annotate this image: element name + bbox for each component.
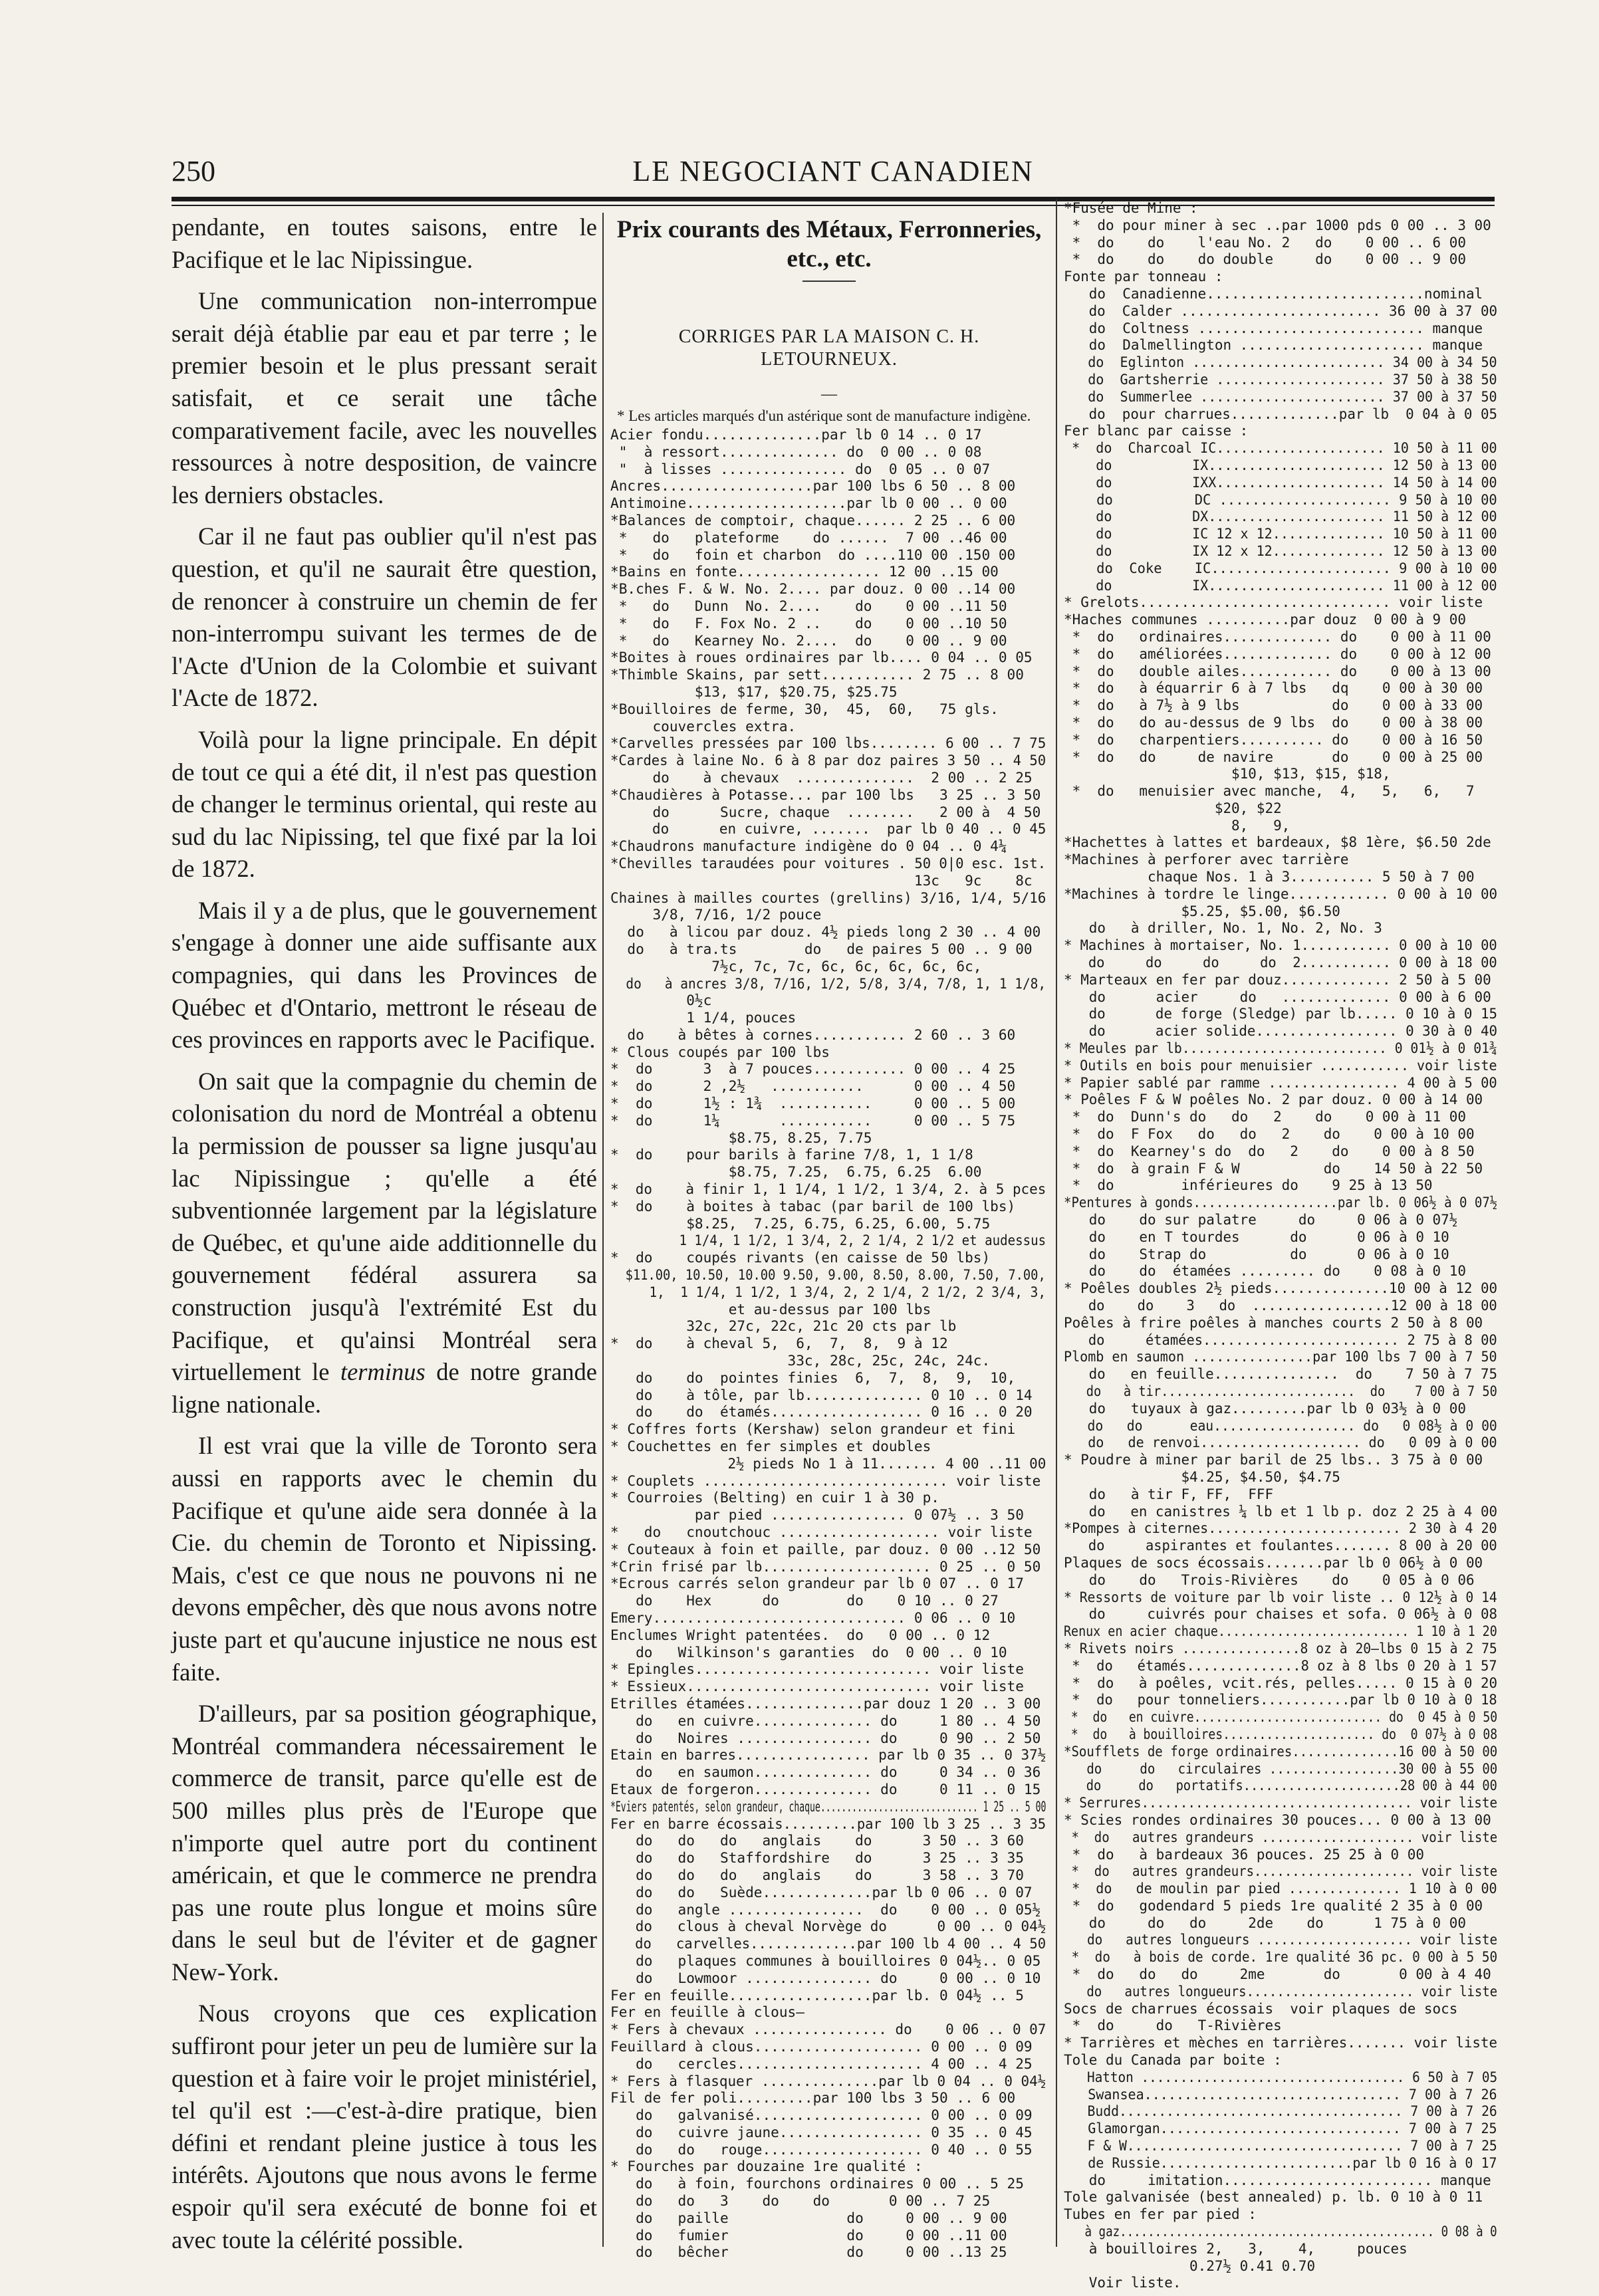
price-line: * Scies rondes ordinaires 30 pouces... 0 00 à 13 00 bbox=[1064, 1811, 1491, 1828]
price-line: do bêcher do 0 00 ..13 25 bbox=[610, 2243, 1007, 2261]
price-line: do DX...................... 11 50 à 12 00 bbox=[1064, 508, 1497, 525]
price-line: *Machines à perforer avec tarrière bbox=[1064, 851, 1349, 868]
price-line: do Coltness ........................... manque bbox=[1064, 319, 1483, 336]
price-line: do do eau.................. do 0 08½ à 0 00 bbox=[1064, 1417, 1497, 1434]
price-line: * Meules par lb.......................... 0 01½ à 0 01¾ bbox=[1064, 1040, 1497, 1057]
price-line: " à ressort.............. do 0 00 .. 0 08 bbox=[610, 443, 982, 460]
price-line: do do do 2de do 1 75 à 0 00 bbox=[1064, 1914, 1466, 1931]
price-line: do en canistres ¼ lb et 1 lb p. doz 2 25 à 4 00 bbox=[1064, 1502, 1498, 1520]
price-line: * Rivets noirs ...............8 oz à 20—lbs 0 15 à 2 75 bbox=[1064, 1639, 1497, 1657]
price-line: Antimoine...................par lb 0 00 .. 0 00 bbox=[610, 495, 1007, 512]
price-line: Feuillard à clous.................... 0 00 .. 0 09 bbox=[610, 2037, 1033, 2055]
price-line: Enclumes Wright patentées. do 0 00 .. 0 12 bbox=[610, 1626, 991, 1643]
price-line: *Boites à roues ordinaires par lb.... 0 04 .. 0 05 bbox=[610, 649, 1033, 666]
price-line: do carvelles.............par 100 lb 4 00 .. 4 50 bbox=[610, 1935, 1046, 1952]
price-line: $8.75, 8.25, 7.75 bbox=[610, 1129, 872, 1146]
price-line: $10, $13, $15, $18, bbox=[1064, 765, 1391, 782]
price-line: Renux en acier chaque.......................... 1 10 à 1 20 bbox=[1064, 1623, 1497, 1640]
price-line: do do étamés.................. 0 16 .. 0 20 bbox=[610, 1403, 1033, 1421]
price-line: do à driller, No. 1, No. 2, No. 3 bbox=[1064, 919, 1382, 937]
price-line: do Calder ........................ 36 00 à 37 00 bbox=[1064, 302, 1498, 319]
price-line: * Fers à chevaux ................ do 0 06 .. 0 07 bbox=[610, 2021, 1046, 2038]
price-list-title: Prix courants des Métaux, Ferronneries, etc., etc. bbox=[616, 216, 1042, 273]
price-line: * Clous coupés par 100 lbs bbox=[610, 1043, 830, 1060]
price-line: $8.25, 7.25, 6.75, 6.25, 6.00, 5.75 bbox=[610, 1214, 991, 1232]
article-paragraph: pendante, en toutes saisons, entre le Pacifique et le lac Nipissingue. bbox=[172, 213, 597, 273]
page-number: 250 bbox=[172, 155, 215, 187]
price-line: do à licou par douz. 4½ pieds long 2 30 .. 4 00 bbox=[610, 923, 1041, 941]
price-line: do do pointes finies 6, 7, 8, 9, 10, bbox=[610, 1369, 1016, 1386]
price-line: * Serrures................................... voir liste bbox=[1064, 1794, 1498, 1811]
price-line: * do F. Fox No. 2 .. do 0 00 ..10 50 bbox=[610, 614, 1007, 631]
price-line: do do do do 2........... 0 00 à 18 00 bbox=[1064, 954, 1497, 971]
corrected-by: CORRIGES PAR LA MAISON C. H. LETOURNEUX. bbox=[678, 326, 980, 370]
price-line: Fonte par tonneau : bbox=[1064, 268, 1223, 285]
price-line: * do double ailes........... do 0 00 à 13 00 bbox=[1064, 662, 1491, 679]
price-line: * Tarrières et mèches en tarrières....... voir liste bbox=[1064, 2034, 1498, 2051]
price-line: * Grelots.............................. voir liste bbox=[1064, 594, 1483, 611]
price-line: * do coupés rivants (en caisse de 50 lbs) bbox=[610, 1249, 991, 1266]
price-line: $13, $17, $20.75, $25.75 bbox=[610, 683, 898, 700]
section-dash: — bbox=[821, 386, 837, 403]
price-line: do plaques communes à bouilloires 0 04½.. 0 05 bbox=[610, 1952, 1041, 1969]
price-line: 7½c, 7c, 7c, 6c, 6c, 6c, 6c, 6c, bbox=[610, 957, 982, 975]
price-line: *Bouilloires de ferme, 30, 45, 60, 75 gls. bbox=[610, 700, 999, 717]
price-line: * do étamés..............8 oz à 8 lbs 0 20 à 1 57 bbox=[1064, 1657, 1497, 1674]
price-line: 13c 9c 8c bbox=[610, 871, 1033, 889]
price-line: *Machines à tordre le linge............ 0 00 à 10 00 bbox=[1064, 885, 1498, 902]
price-line: Fil de fer poli.........par 100 lbs 3 50 .. 6 00 bbox=[610, 2089, 1016, 2107]
price-line: $5.25, $5.00, $6.50 bbox=[1064, 902, 1340, 919]
article-paragraph: Une communication non-interrompue serait déjà établie par eau et par terre ; le premier besoin et le plus pressant serait satisfait, et ce serait une tâche comparativement facile, avec les nouvelles ressources à notre desposition, de vaincre les derniers obstacles. bbox=[172, 287, 597, 509]
price-line: do do circulaires .................30 00 à 55 00 bbox=[1064, 1760, 1498, 1777]
article-paragraph: Voilà pour la ligne principale. En dépit de tout ce qui a été dit, il n'est pas question de changer le terminus oriental, qui reste au sud du lac Nipissing, tel que fixé par la loi de 1872. bbox=[172, 725, 597, 883]
price-line: * do 3 à 7 pouces........... 0 00 .. 4 25 bbox=[610, 1060, 1016, 1078]
price-line: do do portatifs.....................28 00 à 44 00 bbox=[1064, 1777, 1497, 1794]
price-line: $11.00, 10.50, 10.00 9.50, 9.00, 8.50, 8.00, 7.50, 7.00, bbox=[610, 1266, 1046, 1284]
price-line: * do godendard 5 pieds 1re qualité 2 35 à 0 00 bbox=[1064, 1896, 1483, 1914]
price-line: * Fourches par douzaine 1re qualité : bbox=[610, 2158, 923, 2175]
price-line: do cuivre jaune................. 0 35 .. 0 45 bbox=[610, 2123, 1033, 2140]
price-line: do autres longueurs .................... voir liste bbox=[1064, 1931, 1498, 1948]
price-line: par pied ................ 0 07½ .. 3 50 bbox=[610, 1506, 1024, 1524]
price-line: couvercles extra. bbox=[610, 717, 797, 735]
page-header bbox=[172, 150, 1495, 197]
price-line: * do pour tonneliers...........par lb 0 10 à 0 18 bbox=[1064, 1691, 1497, 1708]
price-line: Voir liste. bbox=[1064, 2274, 1181, 2291]
price-line: *Carvelles pressées par 100 lbs........ 6 00 .. 7 75 bbox=[610, 735, 1046, 752]
price-line: $20, $22 bbox=[1064, 799, 1282, 816]
column-divider-right bbox=[1056, 199, 1057, 2247]
article-paragraph: D'ailleurs, par sa position géographique, Montréal commandera nécessairement le commerce de transit, parce qu'elle est de 500 milles plus près de l'Europe que n'importe quel autre port du continent américain, et que le commerce ne prendra pas une route plus longue et moins sûre dans le seul but de l'éviter et de gagner New-York. bbox=[172, 1700, 597, 1986]
article-paragraph: Il est vrai que la ville de Toronto sera aussi en rapports avec le chemin du Pacifique et qu'une aide sera donnée à la Cie. du chemin de Toronto et Nipissing. Mais, c'est ce que nous ne pouvons ni ne devons empêcher, dès que nous avons notre juste part et qu'aucune injustice ne nous est faite. bbox=[172, 1432, 597, 1686]
article-paragraph: Car il ne faut pas oublier qu'il n'est pas question, et qu'il ne saurait être question, de renoncer à construire un chemin de fer non-interrompu suivant les termes de de l'Acte d'Union de la Colombie et suivant l'Acte de 1872. bbox=[172, 522, 597, 712]
price-line: do Strap do do 0 06 à 0 10 bbox=[1064, 1245, 1449, 1262]
article-column bbox=[172, 211, 597, 2259]
column-divider-left bbox=[602, 213, 604, 2247]
price-line: do en T tourdes do 0 06 à 0 10 bbox=[1064, 1228, 1449, 1245]
price-line: * do 2 ,2½ ........... 0 00 .. 4 50 bbox=[610, 1078, 1016, 1095]
price-line: * do inférieures do 9 25 à 13 50 bbox=[1064, 1177, 1433, 1194]
price-lines bbox=[1064, 199, 1503, 2291]
asterisk-note: * Les articles marqués d'un astérique sont de manufacture indigène. bbox=[617, 407, 1031, 424]
price-line: Plomb en saumon ...............par 100 lbs 7 00 à 7 50 bbox=[1064, 1348, 1497, 1365]
price-line: * Outils en bois pour menuisier ........... voir liste bbox=[1064, 1056, 1497, 1074]
price-line: * do 1¼ ........... 0 00 .. 5 75 bbox=[610, 1111, 1016, 1129]
price-line: chaque Nos. 1 à 3.......... 5 50 à 7 00 bbox=[1064, 868, 1475, 885]
price-line: * do Charcoal IC..................... 10 50 à 11 00 bbox=[1064, 439, 1497, 457]
price-line: *Pompes à citernes........................ 2 30 à 4 20 bbox=[1064, 1520, 1497, 1537]
price-line: *Balances de comptoir, chaque...... 2 25 .. 6 00 bbox=[610, 511, 1016, 528]
price-line: F & W................................... 7 00 à 7 25 bbox=[1064, 2137, 1497, 2154]
price-line: " à lisses ............... do 0 05 .. 0 07 bbox=[610, 460, 991, 477]
price-line: Emery.............................. 0 06 .. 0 10 bbox=[610, 1609, 1016, 1626]
price-line: *Hachettes à lattes et bardeaux, $8 1ère, $6.50 2de bbox=[1064, 834, 1491, 851]
price-line: 33c, 28c, 25c, 24c, 24c. bbox=[610, 1352, 991, 1369]
price-line: *Fusée de Mine : bbox=[1064, 199, 1198, 216]
price-line: do do Suède.............par lb 0 06 .. 0 07 bbox=[610, 1883, 1033, 1900]
price-line: Chaines à mailles courtes (grellins) 3/16, 1/4, 5/16 bbox=[610, 889, 1046, 906]
price-line: do en saumon.............. do 0 34 .. 0 36 bbox=[610, 1764, 1041, 1781]
price-line: * Couteaux à foin et paille, par douz. 0 00 ..12 50 bbox=[610, 1540, 1041, 1557]
price-line: * do menuisier avec manche, 4, 5, 6, 7 bbox=[1064, 782, 1475, 800]
price-line: 8, 9, bbox=[1064, 816, 1291, 834]
price-line: Tole galvanisée (best annealed) p. lb. 0 10 à 0 11 bbox=[1064, 2188, 1483, 2206]
price-line: do en feuille............... do 7 50 à 7 75 bbox=[1064, 1365, 1498, 1383]
price-line: * do do au-dessus de 9 lbs do 0 00 à 38 00 bbox=[1064, 713, 1483, 731]
price-line: 1 1/4, pouces bbox=[610, 1009, 797, 1026]
price-line: do do Staffordshire do 3 25 .. 3 35 bbox=[610, 1849, 1024, 1867]
price-line: $8.75, 7.25, 6.75, 6.25 6.00 bbox=[610, 1163, 982, 1181]
price-line: * do à bardeaux 36 pouces. 25 25 à 0 00 bbox=[1064, 1845, 1424, 1863]
price-line: do do étamées ......... do 0 08 à 0 10 bbox=[1064, 1262, 1466, 1280]
price-line: do étamées........................ 2 75 à 8 00 bbox=[1064, 1331, 1497, 1348]
price-line: * Machines à mortaiser, No. 1........... 0 00 à 10 00 bbox=[1064, 937, 1497, 954]
price-line: * do do do 2me do 0 00 à 4 40 bbox=[1064, 1966, 1491, 1983]
price-line: * do Dunn No. 2.... do 0 00 ..11 50 bbox=[610, 597, 1007, 614]
price-line: Etain en barres................ par lb 0 35 .. 0 37½ bbox=[610, 1746, 1046, 1764]
price-line: * do à finir 1, 1 1/4, 1 1/2, 1 3/4, 2. à 5 pces bbox=[610, 1181, 1046, 1198]
price-line: * do à équarrir 6 à 7 lbs dq 0 00 à 30 00 bbox=[1064, 679, 1483, 697]
price-line: Acier fondu..............par lb 0 14 .. 0 17 bbox=[610, 426, 982, 443]
price-line: Budd.................................... 7 00 à 7 26 bbox=[1064, 2103, 1497, 2120]
price-line: * do ordinaires............. do 0 00 à 11 00 bbox=[1064, 628, 1491, 645]
price-line: do DC ..................... 9 50 à 10 00 bbox=[1064, 491, 1497, 508]
price-line: do do rouge................... 0 40 .. 0 55 bbox=[610, 2140, 1033, 2158]
price-line: * Poudre à miner par baril de 25 lbs.. 3 75 à 0 00 bbox=[1064, 1451, 1483, 1468]
price-line: do IC 12 x 12.............. 10 50 à 11 00 bbox=[1064, 525, 1497, 542]
price-line: do IXX..................... 14 50 à 14 00 bbox=[1064, 473, 1497, 491]
price-line: $4.25, $4.50, $4.75 bbox=[1064, 1468, 1340, 1485]
price-line: do à ancres 3/8, 7/16, 1/2, 5/8, 3/4, 7/8, 1, 1 1/8, bbox=[610, 975, 1046, 992]
price-line: * do à 7½ à 9 lbs do 0 00 à 33 00 bbox=[1064, 697, 1483, 714]
price-line: Fer blanc par caisse : bbox=[1064, 422, 1249, 439]
price-line: do en cuivre.............. do 1 80 .. 4 50 bbox=[610, 1712, 1041, 1729]
price-line: de Russie........................par lb 0 16 à 0 17 bbox=[1064, 2154, 1497, 2171]
price-line: Poêles à frire poêles à manches courts 2 50 à 8 00 bbox=[1064, 1314, 1483, 1331]
price-line: * do Kearney No. 2.... do 0 00 .. 9 00 bbox=[610, 631, 1007, 649]
price-line: *Thimble Skains, par sett........... 2 75 .. 8 00 bbox=[610, 666, 1024, 683]
price-line: * do Kearney's do do 2 do 0 00 à 8 50 bbox=[1064, 1142, 1475, 1159]
price-line: do do 3 do .................12 00 à 18 00 bbox=[1064, 1297, 1497, 1314]
price-line: * Poêles F & W poêles No. 2 par douz. 0 00 à 14 00 bbox=[1064, 1091, 1483, 1108]
price-line: 1 1/4, 1 1/2, 1 3/4, 2, 2 1/4, 2 1/2 et audessus bbox=[610, 1232, 1046, 1249]
price-line: *Chaudières à Potasse... par 100 lbs 3 25 .. 3 50 bbox=[610, 786, 1041, 803]
price-line: do Noires ................ do 0 90 .. 2 50 bbox=[610, 1729, 1041, 1746]
price-line: Tole du Canada par boite : bbox=[1064, 2051, 1282, 2069]
price-line: do à tir.......................... do 7 00 à 7 50 bbox=[1064, 1382, 1497, 1399]
price-line: * Fers à flasquer ..............par lb 0 04 .. 0 04½ bbox=[610, 2072, 1046, 2089]
price-line: do à bêtes à cornes........... 2 60 .. 3 60 bbox=[610, 1026, 1016, 1043]
price-line: * do améliorées............. do 0 00 à 12 00 bbox=[1064, 645, 1491, 662]
price-line: 2½ pieds No 1 à 11....... 4 00 ..11 00 bbox=[610, 1454, 1046, 1472]
price-line: Fer en feuille.................par lb. 0 04½ .. 5 bbox=[610, 1986, 1024, 2004]
price-line: do galvanisé.................... 0 00 .. 0 09 bbox=[610, 2107, 1033, 2124]
price-line: * Ressorts de voiture par lb voir liste .. 0 12½ à 0 14 bbox=[1064, 1588, 1497, 1605]
price-line: do IX 12 x 12.............. 12 50 à 13 00 bbox=[1064, 542, 1497, 559]
price-line: * do autres grandeurs .................... voir liste bbox=[1064, 1828, 1498, 1845]
price-line: * do à bois de corde. 1re qualité 36 pc. 0 00 à 5 50 bbox=[1064, 1948, 1498, 1966]
price-line: do pour charrues.............par lb 0 04 à 0 05 bbox=[1064, 405, 1498, 422]
price-line: * Marteaux en fer par douz............. 2 50 à 5 00 bbox=[1064, 971, 1491, 988]
article-paragraph: Nous croyons que ces explication suffiront pour jeter un peu de lumière sur la question et à faire voir le projet ministériel, tel qu'il est :—c'est-à-dire pratique, bien défini et rendant pleine justice à tous les intérêts. Ajoutons que nous avons le ferme espoir qu'il sera exécuté de bonne foi et avec toute la célérité possible. bbox=[172, 2000, 597, 2253]
price-line: 1, 1 1/4, 1 1/2, 1 3/4, 2, 2 1/4, 2 1/2, 2 3/4, 3, bbox=[610, 1283, 1046, 1300]
price-line: * do do T-Rivières bbox=[1064, 2017, 1282, 2034]
running-title: LE NEGOCIANT CANADIEN bbox=[632, 155, 1034, 187]
price-line: * do do do double do 0 00 .. 9 00 bbox=[1064, 251, 1466, 268]
price-line: do clous à cheval Norvège do 0 00 .. 0 04½ bbox=[610, 1918, 1046, 1935]
title-rule bbox=[802, 281, 856, 282]
price-line: * Epingles............................ voir liste bbox=[610, 1661, 1024, 1678]
price-line: do Lowmoor ............... do 0 00 .. 0 10 bbox=[610, 1969, 1041, 1986]
price-line: *Crin frisé par lb.................... 0 25 .. 0 50 bbox=[610, 1557, 1041, 1575]
price-line: do acier solide................. 0 30 à 0 40 bbox=[1064, 1022, 1498, 1040]
price-line: do cuivrés pour chaises et sofa. 0 06½ à 0 08 bbox=[1064, 1605, 1498, 1623]
price-line: do do sur palatre do 0 06 à 0 07½ bbox=[1064, 1211, 1458, 1228]
price-line: do Hex do do 0 10 .. 0 27 bbox=[610, 1592, 999, 1609]
price-line: Tubes en fer par pied : bbox=[1064, 2206, 1257, 2223]
price-line: * do F Fox do do 2 do 0 00 à 10 00 bbox=[1064, 1125, 1475, 1143]
price-line: Fer en feuille à clous— bbox=[610, 2004, 804, 2021]
price-line: do fumier do 0 00 ..11 00 bbox=[610, 2226, 1007, 2243]
price-line: do à foin, fourchons ordinaires 0 00 .. 5 25 bbox=[610, 2175, 1024, 2192]
price-line: * Papier sablé par ramme ................ 4 00 à 5 00 bbox=[1064, 1074, 1497, 1091]
article-paragraph: On sait que la compagnie du chemin de colonisation du nord de Montréal a obtenu la permission de pousser sa ligne jusqu'au lac Nipissingue ; qu'elle a été subventionnée largement par la législature de Québec, et qu'une aide additionnelle du gouvernement fédéral assurera sa construction jusqu'à l'extrémité Est du Pacifique, et qu'ainsi Montréal sera virtuellement le terminus de notre grande ligne nationale. bbox=[172, 1067, 597, 1418]
price-line: *Soufflets de forge ordinaires..............16 00 à 50 00 bbox=[1064, 1742, 1498, 1760]
price-line: *Chevilles taraudées pour voitures . 50 0|0 esc. 1st. bbox=[610, 854, 1046, 871]
price-line: * do à poêles, vcit.rés, pelles..... 0 15 à 0 20 bbox=[1064, 1674, 1498, 1691]
price-line: 32c, 27c, 22c, 21c 20 cts par lb bbox=[610, 1318, 957, 1335]
price-line: do à tôle, par lb.............. 0 10 .. 0 14 bbox=[610, 1386, 1033, 1403]
price-line: Glamorgan.............................. 7 00 à 7 25 bbox=[1064, 2120, 1497, 2137]
price-line: Swansea................................ 7 00 à 7 26 bbox=[1064, 2085, 1497, 2103]
price-list-column-1 bbox=[610, 211, 1048, 2259]
price-line: do Eglinton ........................ 34 00 à 34 50 bbox=[1064, 354, 1497, 371]
price-line: do paille do 0 00 .. 9 00 bbox=[610, 2209, 1007, 2226]
price-line: *B.ches F. & W. No. 2.... par douz. 0 00 ..14 00 bbox=[610, 580, 1016, 598]
price-line: * do de moulin par pied .............. 1 10 à 0 00 bbox=[1064, 1880, 1497, 1897]
price-line: *Haches communes ..........par douz 0 00 à 9 00 bbox=[1064, 611, 1466, 628]
price-line: do à tra.ts do de paires 5 00 .. 9 00 bbox=[610, 940, 1033, 957]
price-line: 0½c bbox=[610, 992, 712, 1009]
price-line: do aspirantes et foulantes....... 8 00 à 20 00 bbox=[1064, 1537, 1497, 1554]
price-line: do do 3 do do 0 00 .. 7 25 bbox=[610, 2192, 991, 2210]
price-line: * Couchettes en fer simples et doubles bbox=[610, 1438, 931, 1455]
price-line: * do 1½ : 1¾ ........... 0 00 .. 5 00 bbox=[610, 1095, 1016, 1112]
price-line: do à tir F, FF, FFF bbox=[1064, 1485, 1274, 1502]
price-line: do Summerlee ....................... 37 00 à 37 50 bbox=[1064, 388, 1497, 405]
price-line: do Gartsherrie ..................... 37 50 à 38 50 bbox=[1064, 370, 1497, 388]
price-line: do cercles...................... 4 00 .. 4 25 bbox=[610, 2055, 1033, 2072]
price-line: *Eviers patentés, selon grandeur, chaque.............................. 1 25 .. 5 00 bbox=[610, 1797, 1046, 1815]
price-line: à gaz............................................. 0 08 à 0 bbox=[1064, 2223, 1497, 2240]
price-line: do do do anglais do 3 58 .. 3 70 bbox=[610, 1866, 1024, 1883]
price-line: à bouilloires 2, 3, 4, pouces bbox=[1064, 2239, 1408, 2257]
price-line: * do pour miner à sec ..par 1000 pds 0 00 .. 3 00 bbox=[1064, 216, 1491, 233]
price-line: Plaques de socs écossais.......par lb 0 06½ à 0 00 bbox=[1064, 1553, 1483, 1571]
price-list-column-2 bbox=[1064, 199, 1503, 2291]
article-paragraph: Mais il y a de plus, que le gouvernement s'engage à donner une aide suffisante aux compagnies, qui dans les Provinces de Québec et d'Ontario, mettront le réseau de ces provinces en rapports avec le Pacifique. bbox=[172, 896, 597, 1054]
price-line: Socs de charrues écossais voir plaques de socs bbox=[1064, 2000, 1458, 2017]
price-line: Fer en barre écossais.........par 100 lb 3 25 .. 3 35 bbox=[610, 1815, 1046, 1832]
price-line: 0.27½ 0.41 0.70 bbox=[1064, 2257, 1316, 2274]
price-line: 3/8, 7/16, 1/2 pouce bbox=[610, 906, 822, 923]
price-lines bbox=[610, 426, 1048, 2261]
price-line: * do foin et charbon do ....110 00 .150 00 bbox=[610, 546, 1016, 563]
price-line: * do à grain F & W do 14 50 à 22 50 bbox=[1064, 1159, 1483, 1177]
price-line: do Sucre, chaque ........ 2 00 à 4 50 bbox=[610, 803, 1041, 820]
price-line: * do pour barils à farine 7/8, 1, 1 1/8 bbox=[610, 1146, 973, 1163]
price-line: do Coke IC...................... 9 00 à 10 00 bbox=[1064, 559, 1497, 576]
price-line: do Canadienne..........................nominal bbox=[1064, 285, 1483, 302]
price-line: do acier do ............. 0 00 à 6 00 bbox=[1064, 988, 1491, 1005]
price-line: do autres longueurs...................... voir liste bbox=[1064, 1982, 1498, 2000]
price-line: * Essieux............................. voir liste bbox=[610, 1678, 1024, 1695]
price-line: Ancres..................par 100 lbs 6 50 .. 8 00 bbox=[610, 477, 1016, 495]
price-line: * do charpentiers.......... do 0 00 à 16 50 bbox=[1064, 731, 1483, 748]
price-line: * do Dunn's do do 2 do 0 00 à 11 00 bbox=[1064, 1108, 1466, 1125]
price-line: * do en cuivre.......................... do 0 45 à 0 50 bbox=[1064, 1708, 1498, 1726]
price-line: do tuyaux à gaz.........par lb 0 03½ à 0 00 bbox=[1064, 1399, 1466, 1417]
price-line: do de forge (Sledge) par lb..... 0 10 à 0 15 bbox=[1064, 1005, 1498, 1022]
price-line: do Dalmellington ...................... manque bbox=[1064, 336, 1483, 354]
price-line: * do plateforme do ...... 7 00 ..46 00 bbox=[610, 528, 1007, 546]
price-line: * do à bouilloires..................... do 0 07½ à 0 08 bbox=[1064, 1725, 1498, 1742]
price-line: Etrilles étamées..............par douz 1 20 .. 3 00 bbox=[610, 1694, 1041, 1712]
price-line: do en cuivre, ....... par lb 0 40 .. 0 45 bbox=[610, 820, 1046, 838]
price-line: * do à cheval 5, 6, 7, 8, 9 à 12 bbox=[610, 1335, 948, 1352]
price-line: * do do de navire do 0 00 à 25 00 bbox=[1064, 748, 1483, 765]
price-line: * Coffres forts (Kershaw) selon grandeur et fini bbox=[610, 1421, 1016, 1438]
price-line: *Pentures à gonds...................par lb. 0 06½ à 0 07½ bbox=[1064, 1194, 1498, 1211]
price-line: et au-dessus par 100 lbs bbox=[610, 1300, 931, 1318]
price-line: * do à boites à tabac (par baril de 100 lbs) bbox=[610, 1197, 1016, 1214]
price-line: do de renvoi.................... do 0 09 à 0 00 bbox=[1064, 1434, 1497, 1451]
price-line: * do do l'eau No. 2 do 0 00 .. 6 00 bbox=[1064, 233, 1466, 251]
price-line: do à chevaux .............. 2 00 .. 2 25 bbox=[610, 768, 1033, 786]
price-line: do Wilkinson's garanties do 0 00 .. 0 10 bbox=[610, 1643, 1007, 1661]
price-line: * Couplets ............................. voir liste bbox=[610, 1472, 1041, 1489]
price-line: do IX...................... 11 00 à 12 00 bbox=[1064, 576, 1497, 594]
price-line: * do autres grandeurs..................... voir liste bbox=[1064, 1863, 1498, 1880]
price-line: do angle ................ do 0 00 .. 0 05½ bbox=[610, 1900, 1041, 1918]
price-line: do IX...................... 12 50 à 13 00 bbox=[1064, 456, 1497, 473]
price-line: * Courroies (Belting) en cuir 1 à 30 p. bbox=[610, 1489, 939, 1506]
price-line: Hatton .................................. 6 50 à 7 05 bbox=[1064, 2068, 1498, 2085]
price-line: *Ecrous carrés selon grandeur par lb 0 07 .. 0 17 bbox=[610, 1575, 1024, 1592]
price-line: do imitation......................... manque bbox=[1064, 2171, 1491, 2188]
price-line: *Cardes à laine No. 6 à 8 par doz paires 3 50 .. 4 50 bbox=[610, 752, 1046, 769]
price-line: * Poêles doubles 2½ pieds..............10 00 à 12 00 bbox=[1064, 1280, 1498, 1297]
price-line: *Bains en fonte................. 12 00 ..15 00 bbox=[610, 563, 999, 580]
price-line: *Chaudrons manufacture indigène do 0 04 .. 0 4¼ bbox=[610, 838, 1007, 855]
price-line: * do cnoutchouc ................... voir liste bbox=[610, 1524, 1033, 1540]
price-line: do do Trois-Rivières do 0 05 à 0 06 bbox=[1064, 1571, 1475, 1588]
price-line: Etaux de forgeron.............. do 0 11 .. 0 15 bbox=[610, 1780, 1041, 1797]
price-line: do do do anglais do 3 50 .. 3 60 bbox=[610, 1832, 1024, 1849]
